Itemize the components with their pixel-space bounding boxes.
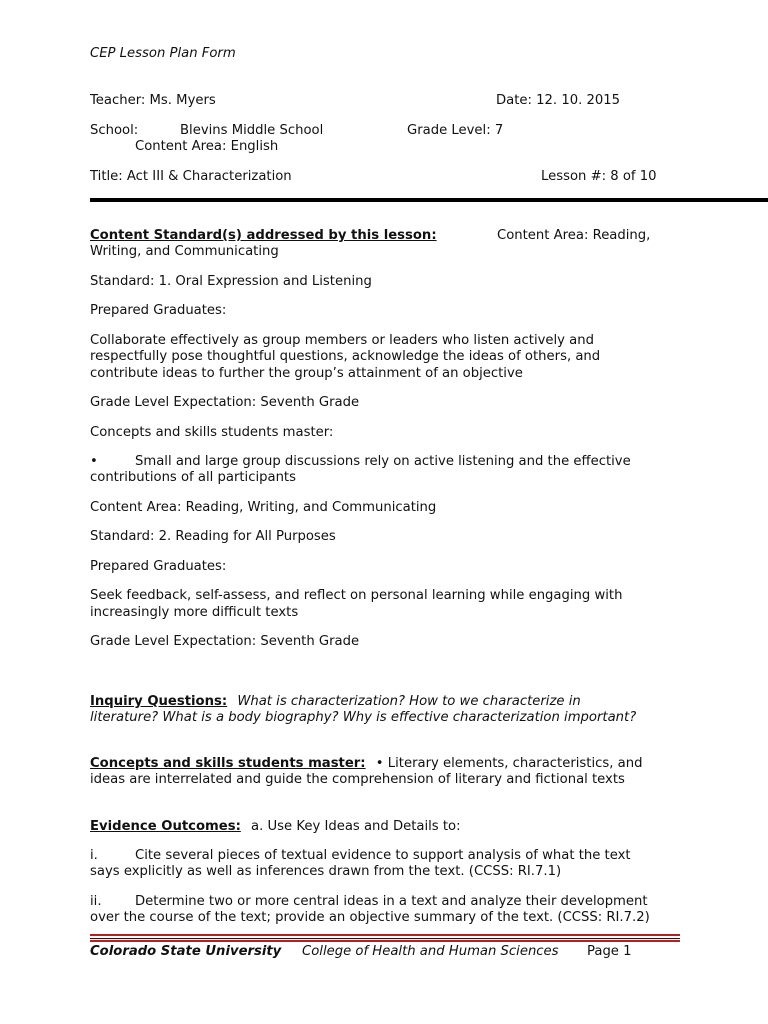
lesson-number: Lesson #: 8 of 10	[541, 169, 657, 184]
standards-content-area: Content Area: Reading,	[497, 228, 651, 243]
date-field: Date: 12. 10. 2015	[496, 93, 621, 108]
standards-heading: Content Standard(s) addressed by this lesson:	[90, 228, 437, 243]
concepts-skills-label: Concepts and skills students master:	[90, 425, 334, 440]
outcome-i-text: Cite several pieces of textual evidence to support analysis of what the text	[135, 848, 631, 863]
concepts-section	[90, 756, 642, 772]
outcome-ii-number: ii.	[90, 894, 102, 909]
inquiry-label: Inquiry Questions:	[90, 694, 228, 709]
header-divider	[90, 198, 768, 202]
content-area-2: Content Area: Reading, Writing, and Communicating	[90, 500, 437, 515]
prepared-graduates-label: Prepared Graduates:	[90, 559, 227, 574]
footer-rule	[90, 934, 680, 936]
grade-level-field: Grade Level: 7	[407, 123, 504, 138]
inquiry-text: What is characterization? How to we characterize in	[237, 694, 581, 709]
standards-content-area-cont: Writing, and Communicating	[90, 244, 279, 259]
prepared-graduates-label: Prepared Graduates:	[90, 303, 227, 318]
inquiry-text: literature? What is a body biography? Why is effective characterization important?	[90, 710, 637, 725]
seek-feedback-text: increasingly more difficult texts	[90, 605, 299, 620]
evidence-section	[90, 819, 461, 835]
inquiry-questions	[90, 694, 581, 710]
school-name: Blevins Middle School	[180, 123, 324, 138]
evidence-intro: a. Use Key Ideas and Details to:	[251, 819, 461, 834]
grade-level-expectation: Grade Level Expectation: Seventh Grade	[90, 395, 360, 410]
bullet-text: Small and large group discussions rely on active listening and the effective	[135, 454, 631, 469]
content-area-field: Content Area: English	[135, 139, 279, 154]
seek-feedback-text: Seek feedback, self-assess, and reflect on personal learning while engaging with	[90, 588, 623, 603]
concepts-label: Concepts and skills students master:	[90, 756, 366, 771]
standard-1: Standard: 1. Oral Expression and Listening	[90, 274, 372, 289]
teacher-field: Teacher: Ms. Myers	[90, 93, 216, 108]
collaborate-text: Collaborate effectively as group members or leaders who listen actively and	[90, 333, 594, 348]
standard-2: Standard: 2. Reading for All Purposes	[90, 529, 336, 544]
evidence-label: Evidence Outcomes:	[90, 819, 241, 834]
footer-rule	[90, 938, 680, 939]
bullet-marker: •	[90, 454, 98, 469]
concepts-text: ideas are interrelated and guide the comprehension of literary and fictional texts	[90, 772, 625, 787]
footer-college: College of Health and Human Sciences	[302, 944, 559, 959]
outcome-i-text: says explicitly as well as inferences drawn from the text. (CCSS: RI.7.1)	[90, 864, 562, 879]
outcome-ii-text: over the course of the text; provide an objective summary of the text. (CCSS: RI.7.2)	[90, 910, 650, 925]
outcome-i-number: i.	[90, 848, 98, 863]
grade-level-expectation: Grade Level Expectation: Seventh Grade	[90, 634, 360, 649]
footer-university: Colorado State University	[90, 944, 282, 959]
school-label: School:	[90, 123, 139, 138]
outcome-ii-text: Determine two or more central ideas in a text and analyze their development	[135, 894, 648, 909]
footer-rule	[90, 940, 680, 942]
collaborate-text: respectfully pose thoughtful questions, acknowledge the ideas of others, and	[90, 349, 601, 364]
page-number: Page 1	[587, 944, 632, 959]
lesson-title: Title: Act III & Characterization	[90, 169, 292, 184]
bullet-text: contributions of all participants	[90, 470, 296, 485]
concepts-text: • Literary elements, characteristics, and	[375, 756, 643, 771]
form-title: CEP Lesson Plan Form	[90, 46, 236, 61]
collaborate-text: contribute ideas to further the group’s attainment of an objective	[90, 366, 523, 381]
